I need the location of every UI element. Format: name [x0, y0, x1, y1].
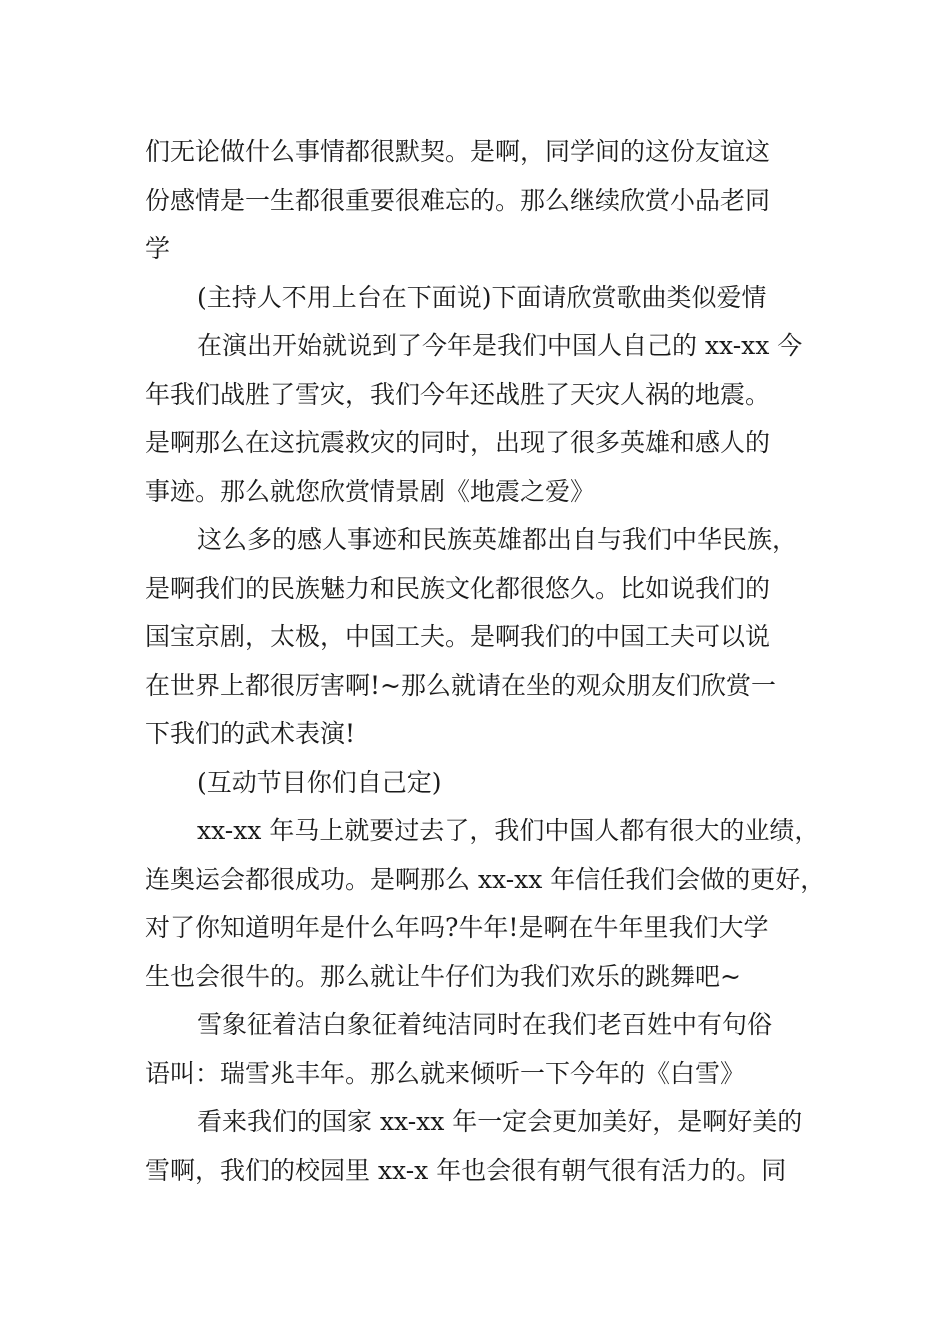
- paragraph-6: [145, 807, 835, 1001]
- text-line: 连奥运会都很成功。是啊那么 xx-xx 年信任我们会做的更好，: [145, 864, 826, 894]
- text-line: 是啊那么在这抗震救灾的同时，出现了很多英雄和感人的: [145, 428, 771, 457]
- text-line: 下我们的武术表演!: [145, 719, 356, 748]
- text-line: 看来我们的国家 xx-xx 年一定会更加美好，是啊好美的: [197, 1107, 803, 1136]
- paragraph-1: [145, 128, 835, 274]
- text-line: 对了你知道明年是什么年吗?牛年!是啊在牛年里我们大学: [145, 913, 769, 942]
- text-line: 生也会很牛的。那么就让牛仔们为我们欢乐的跳舞吧~: [145, 961, 741, 991]
- paragraph-5: [145, 759, 835, 808]
- text-line: 年我们战胜了雪灾，我们今年还战胜了天灾人祸的地震。: [145, 379, 771, 409]
- text-line: 是啊我们的民族魅力和民族文化都很悠久。比如说我们的: [145, 573, 771, 603]
- text-line: 在世界上都很厉害啊!~那么就请在坐的观众朋友们欣赏一: [145, 670, 776, 700]
- text-line: 们无论做什么事情都很默契。是啊，同学间的这份友谊这: [145, 137, 771, 166]
- text-line: 份感情是一生都很重要很难忘的。那么继续欣赏小品老同: [145, 185, 771, 215]
- text-line: 学: [145, 234, 171, 263]
- text-line: 语叫：瑞雪兆丰年。那么就来倾听一下今年的《白雪》: [145, 1058, 746, 1088]
- text-line: 雪象征着洁白象征着纯洁同时在我们老百姓中有句俗: [197, 1010, 773, 1039]
- text-line: xx-xx 年马上就要过去了，我们中国人都有很大的业绩，: [197, 816, 820, 845]
- paragraph-2: [145, 274, 835, 323]
- document-body: [145, 128, 835, 1195]
- paragraph-3: [145, 322, 835, 516]
- text-line: 雪啊，我们的校园里 xx-x 年也会很有朝气很有活力的。同: [145, 1155, 787, 1185]
- paragraph-7: [145, 1001, 835, 1098]
- paragraph-8: [145, 1098, 835, 1195]
- paragraph-4: [145, 516, 835, 759]
- text-line: (互动节目你们自己定): [197, 767, 442, 797]
- text-line: 这么多的感人事迹和民族英雄都出自与我们中华民族，: [197, 525, 798, 554]
- text-line: (主持人不用上台在下面说)下面请欣赏歌曲类似爱情: [197, 282, 767, 312]
- text-line: 在演出开始就说到了今年是我们中国人自己的 xx-xx 今: [197, 331, 803, 360]
- text-line: 事迹。那么就您欣赏情景剧《地震之爱》: [145, 476, 596, 506]
- text-line: 国宝京剧，太极，中国工夫。是啊我们的中国工夫可以说: [145, 622, 771, 651]
